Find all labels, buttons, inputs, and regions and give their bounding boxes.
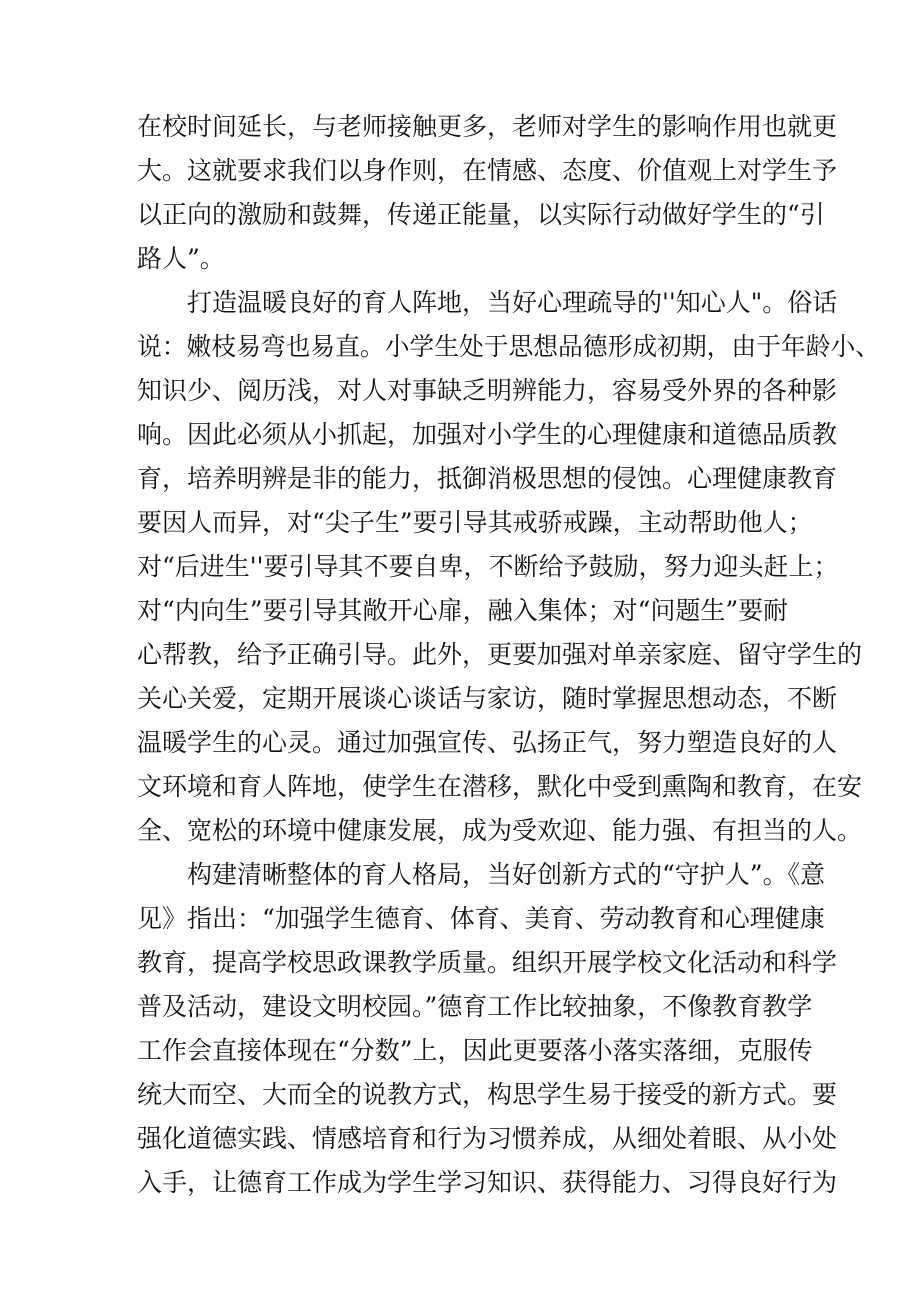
text-line: 强化道德实践、情感培育和行为习惯养成，从细处着眼、从小处 [137,1124,838,1153]
text-line: 全、宽松的环境中健康发展，成为受欢迎、能力强、有担当的人。 [137,816,863,845]
text-line: 关心关爱，定期开展谈心谈话与家访，随时掌握思想动态，不断 [137,684,838,713]
text-line: 以正向的激励和鼓舞，传递正能量，以实际行动做好学生的“引 [137,200,825,229]
text-line: 在校时间延长，与老师接触更多，老师对学生的影响作用也就更 [137,112,838,141]
text-line: 心帮教，给予正确引导。此外，更要加强对单亲家庭、留守学生的 [137,640,863,669]
text-line: 大。这就要求我们以身作则，在情感、态度、价值观上对学生予 [137,156,838,185]
text-line: 统大而空、大而全的说教方式，构思学生易于接受的新方式。要 [137,1080,838,1109]
text-line: 说：嫩枝易弯也易直。小学生处于思想品德形成初期，由于年龄小、 [137,332,881,361]
text-line: 育，培养明辨是非的能力，抵御消极思想的侵蚀。心理健康教育 [137,464,838,493]
text-line: 路人”。 [137,244,225,273]
text-line: 知识少、阅历浅，对人对事缺乏明辨能力，容易受外界的各种影 [137,376,838,405]
text-line: 对“内向生”要引导其敞开心扉，融入集体；对“问题生”要耐 [137,596,789,625]
text-line: 入手，让德育工作成为学生学习知识、获得能力、习得良好行为 [137,1168,838,1197]
text-line: 见》指出：“加强学生德育、体育、美育、劳动教育和心理健康 [137,904,825,933]
text-line: 普及活动，建设文明校园。”德育工作比较抽象，不像教育教学 [137,992,813,1021]
paragraph-start-line: 构建清晰整体的育人格局，当好创新方式的“守护人”。《意 [137,860,826,889]
paragraph-start-line: 打造温暖良好的育人阵地，当好心理疏导的''知心人"。俗话 [137,288,838,317]
text-line: 教育，提高学校思政课教学质量。组织开展学校文化活动和科学 [137,948,838,977]
text-line: 工作会直接体现在“分数”上，因此更要落小落实落细，克服传 [137,1036,813,1065]
text-line: 文环境和育人阵地，使学生在潜移，默化中受到熏陶和教育，在安 [137,772,863,801]
text-line: 对“后进生''要引导其不要自卑，不断给予鼓励，努力迎头赶上； [137,552,839,581]
text-line: 要因人而异，对“尖子生”要引导其戒骄戒躁，主动帮助他人； [137,508,813,537]
text-line: 响。因此必须从小抓起，加强对小学生的心理健康和道德品质教 [137,420,838,449]
text-line: 温暖学生的心灵。通过加强宣传、弘扬正气，努力塑造良好的人 [137,728,838,757]
